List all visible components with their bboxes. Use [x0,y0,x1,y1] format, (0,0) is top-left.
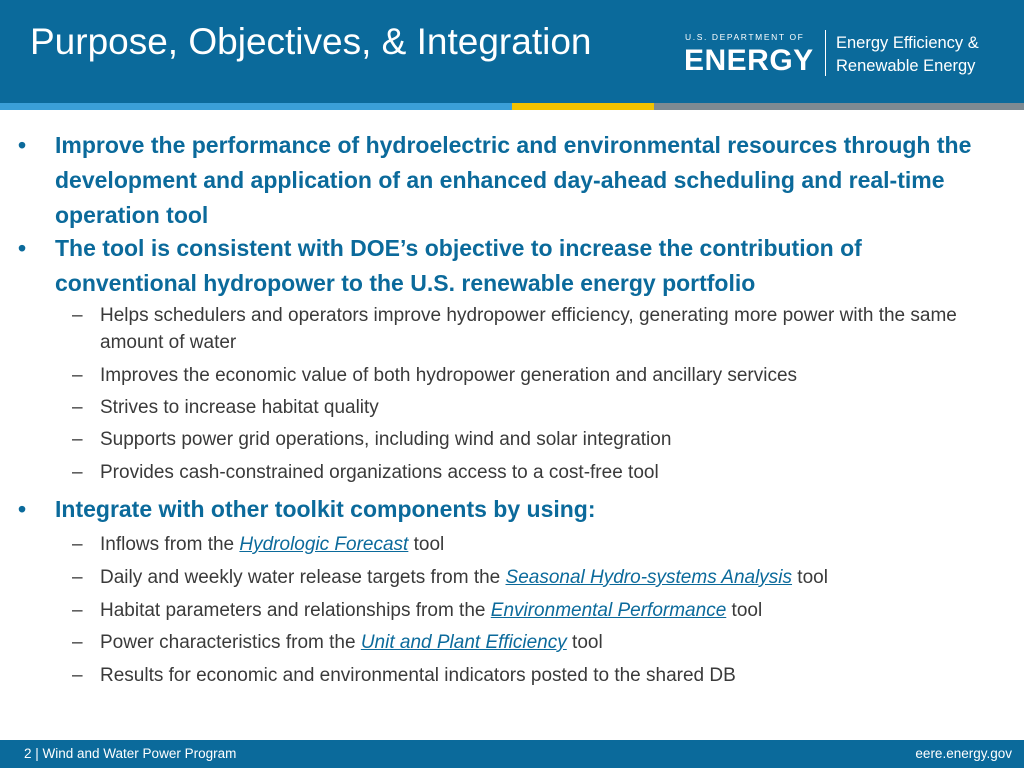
dash-marker: – [72,429,83,450]
bullet-marker: • [18,235,27,261]
footer-website[interactable]: eere.energy.gov [915,746,1012,761]
dash-marker: – [72,665,83,686]
sub-bullet-post: tool [566,632,603,653]
sub-bullet-text: Improves the economic value of both hydropower generation and ancillary services [100,365,798,386]
sub-bullet-text: Supports power grid operations, including wind and solar integration [100,429,672,450]
sub-bullet [72,597,1000,624]
dash-marker: – [72,365,83,386]
sub-bullet [72,629,1000,656]
bullet-marker: • [18,132,27,158]
bullet-1 [18,128,1005,233]
link-seasonal-hydro-systems-analysis[interactable]: Seasonal Hydro-systems Analysis [505,567,793,588]
link-unit-and-plant-efficiency[interactable]: Unit and Plant Efficiency [360,632,567,653]
sub-bullet-text: Helps schedulers and operators improve hydropower efficiency, generating more power with the same amount of water [100,305,957,353]
dash-marker: – [72,567,83,588]
dash-marker: – [72,600,83,621]
sub-bullet-pre: Habitat parameters and relationships from the [100,600,491,621]
link-environmental-performance[interactable]: Environmental Performance [490,600,727,621]
dash-marker: – [72,305,83,326]
sub-bullet-pre: Inflows from the [100,534,240,555]
bullet-2 [18,231,1005,301]
stripe-yellow [512,103,654,110]
logo-divider [825,30,826,76]
bullet-3 [18,492,1005,527]
slide-title: Purpose, Objectives, & Integration [30,21,592,62]
sub-bullet-text: Provides cash-constrained organizations access to a cost-free tool [100,462,659,483]
sub-bullet-text: Strives to increase habitat quality [100,397,379,418]
footer-bar [0,740,1024,768]
eere-line-2: Renewable Energy [836,57,976,75]
bullet-1-text: Improve the performance of hydroelectric and environmental resources through the development and application of an enhanced day-ahead scheduling and real-time operation tool [55,132,972,228]
stripe-blue [0,103,512,110]
dash-marker: – [72,534,83,555]
sub-bullet [72,564,1000,591]
sub-bullet [72,459,1000,486]
footer-program-label: 2 | Wind and Water Power Program [24,746,237,761]
dash-marker: – [72,397,83,418]
logo-energy-text: ENERGY [684,44,814,77]
link-hydrologic-forecast[interactable]: Hydrologic Forecast [239,534,409,555]
eere-line-1: Energy Efficiency & [836,34,979,52]
bullet-marker: • [18,496,27,522]
sub-bullet-post: tool [408,534,445,555]
sub-bullet [72,362,1000,389]
dash-marker: – [72,462,83,483]
sub-bullet [72,426,1000,453]
sub-bullet-post: tool [792,567,828,588]
bullet-2-text: The tool is consistent with DOE’s objective to increase the contribution of conventional hydropower to the U.S. renewable energy portfolio [55,235,862,296]
sub-bullet-text: Results for economic and environmental indicators posted to the shared DB [100,665,736,686]
sub-bullet [72,662,1000,689]
logo-department-text: U.S. DEPARTMENT OF [685,32,805,42]
sub-bullet-pre: Daily and weekly water release targets from the [100,567,506,588]
dash-marker: – [72,632,83,653]
sub-bullet [72,531,1000,558]
bullet-3-text: Integrate with other toolkit components by using: [55,496,596,522]
sub-bullet [72,302,1000,356]
stripe-gray [654,103,1024,110]
sub-bullet-pre: Power characteristics from the [100,632,361,653]
sub-bullet [72,394,1000,421]
sub-bullet-post: tool [726,600,763,621]
